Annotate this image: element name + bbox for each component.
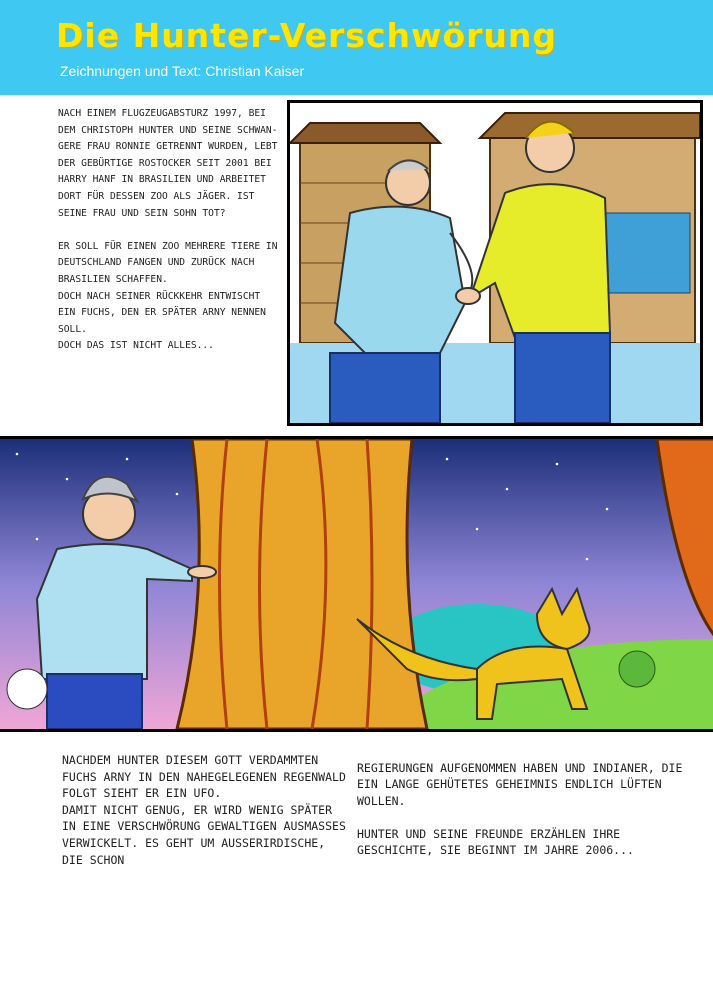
handshake-illustration (290, 103, 700, 423)
comic-credits: Zeichnungen und Text: Christian Kaiser (60, 63, 305, 79)
panel-handshake (287, 100, 703, 426)
title-banner (0, 0, 713, 95)
intro-caption: NACH EINEM FLUGZEUGABSTURZ 1997, BEI DEM CHRISTOPH HUNTER UND SEINE SCHWAN-GERE FRAU RONNIE GETRENNT WURDEN, LEBT DER GEBÜRTIGE ROSTOCKER SEIT 2001 BEI HARRY HANF IN BRASILIEN UND ARBEITET DORT FÜR DESSEN ZOO ALS JÄGER. IST SEINE FRAU UND SEIN SOHN TOT? ER SOLL FÜR EINEN ZOO MEHRERE TIERE IN DEUTSCHLAND FANGEN UND ZURÜCK NACH BRASILIEN SCHAFFEN. DOCH NACH SEINER RÜCKKEHR ENTWISCHT EIN FUCHS, DEN ER SPÄTER ARNY NENNEN SOLL. DOCH DAS IST NICHT ALLES... (58, 108, 278, 352)
comic-title: Die Hunter-Verschwörung (56, 16, 558, 55)
tree-fox-illustration (0, 439, 713, 729)
bottom-left-caption: NACHDEM HUNTER DIESEM GOTT VERDAMMTEN FUCHS ARNY IN DEN NAHEGELEGENEN REGENWALD FOLGT SIEHT ER EIN UFO. DAMIT NICHT GENUG, ER WIRD WENIG SPÄTER IN EINE VERSCHWÖRUNG GEWALTIGEN AUSMASSES VERWICKELT. ES GEHT UM AUSSERIRDISCHE, DIE SCHON (62, 753, 346, 867)
panel-tree-fox (0, 436, 713, 732)
bottom-right-caption: REGIERUNGEN AUFGENOMMEN HABEN UND INDIANER, DIE EIN LANGE GEHÜTETES GEHEIMNIS ENDLICH LÜFTEN WOLLEN. HUNTER UND SEINE FREUNDE ERZÄHLEN IHRE GESCHICHTE, SIE BEGINNT IM JAHRE 2006... (357, 761, 683, 858)
